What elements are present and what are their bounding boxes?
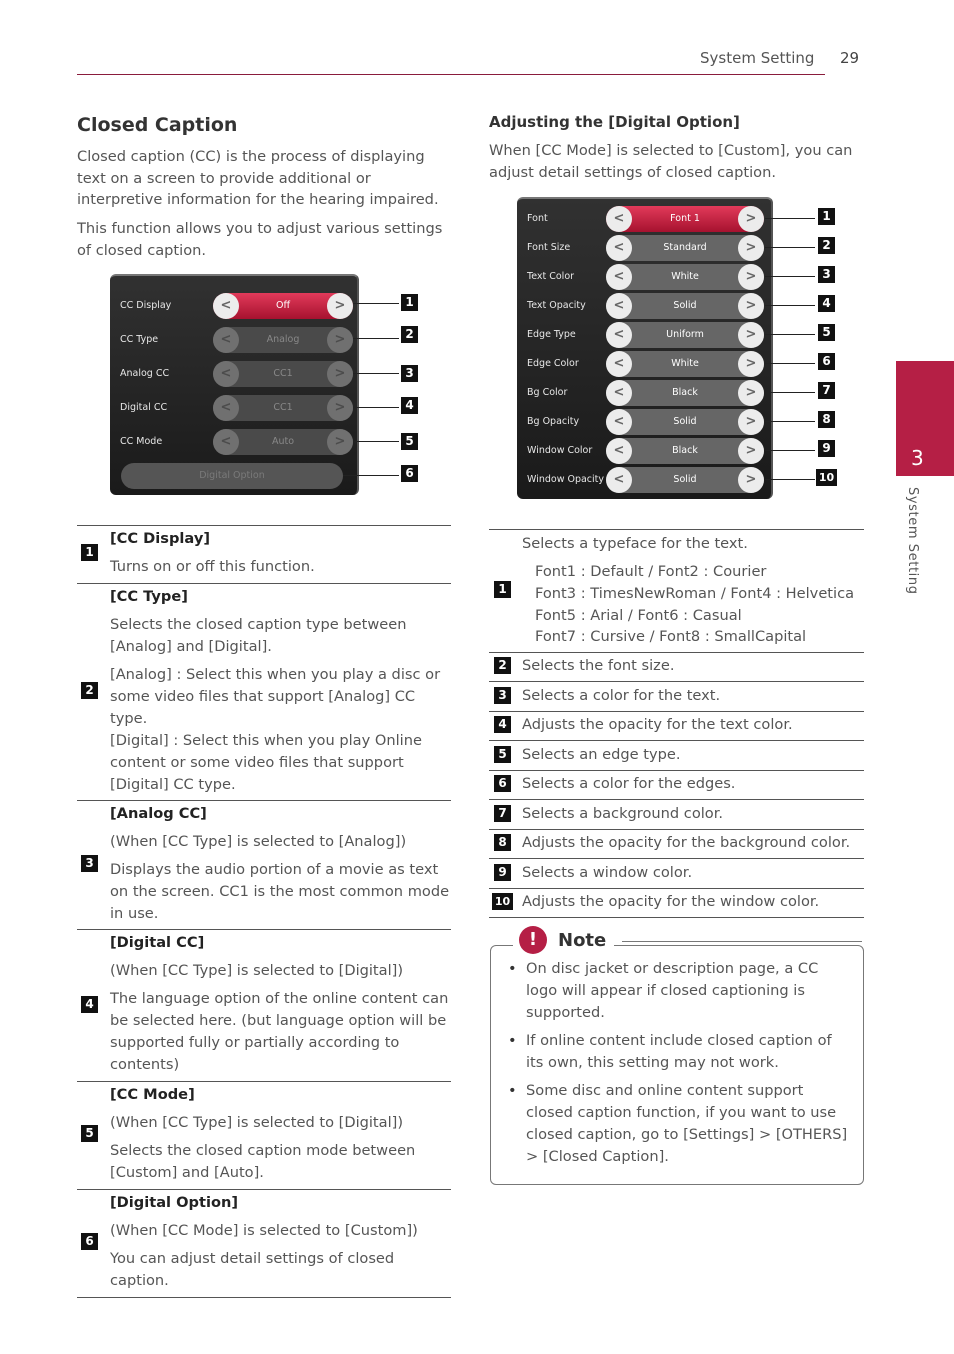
menu-row <box>517 349 771 379</box>
header-rule <box>77 74 825 75</box>
section-title: Closed Caption <box>77 114 238 136</box>
menu-row <box>517 378 771 408</box>
table-rule <box>77 1189 451 1190</box>
callout-line <box>343 475 399 476</box>
subsection-intro: When [CC Mode] is selected to [Custom], you can adjust detail settings of closed caption. <box>489 142 853 181</box>
table-row-title: [Digital Option] <box>110 1194 239 1211</box>
chevron-right-icon[interactable]: > <box>738 409 764 435</box>
intro-paragraph-2: This function allows you to adjust various settings of closed caption. <box>77 220 443 259</box>
table-row-number: 9 <box>494 864 511 881</box>
menu-row <box>110 359 357 389</box>
table-row-text: (When [CC Type] is selected to [Digital]) <box>110 962 404 979</box>
menu-row-label: Edge Type <box>527 329 576 340</box>
exclamation-icon: ! <box>519 926 547 954</box>
note-header-rule <box>622 941 862 942</box>
chevron-right-icon[interactable]: > <box>327 327 353 353</box>
callout-line <box>765 479 815 480</box>
table-row-number: 2 <box>494 657 511 674</box>
table-row-text: Selects the closed caption type between [Analog] and [Digital]. <box>110 616 407 655</box>
menu-row-label: Analog CC <box>120 368 170 379</box>
table-row-desc: Selects a color for the text. <box>522 687 721 704</box>
chevron-left-icon[interactable]: < <box>213 327 239 353</box>
callout-badge: 4 <box>818 295 835 312</box>
table-row-number: 1 <box>494 581 511 598</box>
menu-row <box>517 436 771 466</box>
table-row-text: (When [CC Type] is selected to [Digital]) <box>110 1114 404 1131</box>
table-row-desc: Selects the font size. <box>522 657 675 674</box>
menu-row-label: Text Color <box>527 271 575 282</box>
table-row-number: 10 <box>492 893 513 910</box>
chevron-left-icon[interactable]: < <box>606 438 632 464</box>
callout-badge: 10 <box>816 469 837 486</box>
menu-selector[interactable] <box>213 429 353 455</box>
menu-selector[interactable] <box>213 395 353 421</box>
table-row-number: 2 <box>81 682 98 699</box>
note-item: • On disc jacket or description page, a CC logo will appear if closed captioning is supported. <box>508 958 848 1024</box>
chapter-number: 3 <box>911 446 924 470</box>
table-row-text: [Analog] : Select this when you play a disc or some video files that support [Analog] CC type. <box>110 666 441 727</box>
chevron-left-icon[interactable]: < <box>606 467 632 493</box>
callout-line <box>353 338 399 339</box>
subsection-title: Adjusting the [Digital Option] <box>489 113 740 131</box>
menu-row-label: Text Opacity <box>527 300 586 311</box>
table-rule <box>489 829 864 830</box>
menu-row-value: Black <box>672 445 698 456</box>
table-rule <box>489 681 864 682</box>
menu-selector[interactable] <box>606 293 764 319</box>
page-number: 29 <box>840 49 860 67</box>
menu-row-label: Font <box>527 213 548 224</box>
chevron-right-icon[interactable]: > <box>327 395 353 421</box>
font-list-line: Font5 : Arial / Font6 : Casual <box>535 607 742 624</box>
table-row-title: [CC Type] <box>110 588 188 605</box>
table-row-number: 1 <box>81 544 98 561</box>
callout-line <box>765 363 815 364</box>
chevron-right-icon[interactable]: > <box>738 293 764 319</box>
table-rule <box>489 799 864 800</box>
table-row-number: 4 <box>81 996 98 1013</box>
table-row-desc: Adjusts the opacity for the text color. <box>522 716 793 733</box>
table-rule <box>489 858 864 859</box>
table-rule <box>77 525 451 526</box>
menu-row-value: Off <box>275 300 291 311</box>
callout-line <box>353 441 399 442</box>
chevron-right-icon[interactable]: > <box>738 264 764 290</box>
menu-row-value: Solid <box>673 474 697 485</box>
callout-line <box>765 247 815 248</box>
table-row <box>110 586 450 796</box>
table-row-text: (When [CC Mode] is selected to [Custom]) <box>110 1222 418 1239</box>
callout-badge: 3 <box>401 365 418 382</box>
table-row-text: Selects the closed caption mode between [Custom] and [Auto]. <box>110 1142 416 1181</box>
table-rule <box>489 740 864 741</box>
chevron-right-icon[interactable]: > <box>738 467 764 493</box>
table-row <box>110 932 450 1076</box>
menu-selector[interactable] <box>606 235 764 261</box>
table-rule <box>77 583 451 584</box>
note-title: Note <box>558 929 607 951</box>
callout-line <box>765 305 815 306</box>
table-row-number: 3 <box>494 687 511 704</box>
menu-row <box>517 320 771 350</box>
note-item: • If online content include closed caption of its own, this setting may not work. <box>508 1030 848 1074</box>
table-row-number: 5 <box>494 746 511 763</box>
table-rule <box>77 929 451 930</box>
table-rule <box>77 1081 451 1082</box>
menu-row-value: Auto <box>271 436 295 447</box>
table-row-text: [Digital] : Select this when you play Online content or some video files that support [Digital] CC type. <box>110 732 422 793</box>
chevron-left-icon[interactable]: < <box>213 429 239 455</box>
callout-badge: 2 <box>818 237 835 254</box>
menu-row-label: CC Mode <box>120 436 163 447</box>
note-box <box>490 945 864 1185</box>
chevron-left-icon[interactable]: < <box>606 351 632 377</box>
callout-line <box>353 303 399 304</box>
cc-menu-screenshot <box>110 274 359 495</box>
chevron-left-icon[interactable]: < <box>606 235 632 261</box>
table-rule <box>489 888 864 889</box>
chevron-left-icon[interactable]: < <box>606 322 632 348</box>
menu-selector[interactable] <box>606 351 764 377</box>
chapter-tab <box>896 361 954 476</box>
table-row-number: 5 <box>81 1125 98 1142</box>
menu-row-label: CC Type <box>120 334 159 345</box>
menu-selector[interactable] <box>213 327 353 353</box>
callout-badge: 6 <box>818 353 835 370</box>
table-row-desc: Selects an edge type. <box>522 746 681 763</box>
table-row-title: [Analog CC] <box>110 805 207 822</box>
table-row-number: 6 <box>494 775 511 792</box>
callout-line <box>765 392 815 393</box>
callout-badge: 9 <box>818 440 835 457</box>
chapter-label: System Setting <box>905 487 920 595</box>
table-row-number: 8 <box>494 834 511 851</box>
chevron-right-icon[interactable]: > <box>327 429 353 455</box>
menu-row <box>110 325 357 355</box>
menu-row-value: Analog <box>266 334 300 345</box>
menu-row <box>517 407 771 437</box>
callout-line <box>765 450 815 451</box>
table-rule <box>77 1297 451 1298</box>
note-header <box>513 926 614 954</box>
callout-badge: 1 <box>818 208 835 225</box>
chevron-right-icon[interactable]: > <box>738 322 764 348</box>
chevron-left-icon[interactable]: < <box>213 293 239 319</box>
font-list-line: Font3 : TimesNewRoman / Font4 : Helvetica <box>535 585 855 602</box>
menu-row <box>517 465 771 495</box>
menu-row-value: Font 1 <box>670 213 700 224</box>
digital-option-button[interactable] <box>121 463 343 489</box>
table-row-number: 4 <box>494 716 511 733</box>
menu-selector[interactable] <box>606 206 764 232</box>
table-rule <box>489 917 864 918</box>
menu-row-label: Digital CC <box>120 402 168 413</box>
menu-selector[interactable] <box>606 264 764 290</box>
table-row-desc: Selects a background color. <box>522 805 724 822</box>
menu-selector[interactable] <box>606 467 764 493</box>
menu-row <box>517 233 771 263</box>
table-rule <box>489 652 864 653</box>
table-row-number: 6 <box>81 1233 98 1250</box>
font-list-line: Font7 : Cursive / Font8 : SmallCapital <box>535 628 807 645</box>
callout-badge: 5 <box>401 433 418 450</box>
table-rule <box>489 529 864 530</box>
table-row-number: 7 <box>494 805 511 822</box>
menu-row-value: Uniform <box>666 329 704 340</box>
table-rule <box>489 711 864 712</box>
note-list <box>508 958 848 1174</box>
menu-row-label: Window Opacity <box>527 474 605 485</box>
menu-row-label: Edge Color <box>527 358 579 369</box>
digital-option-label: Digital Option <box>199 470 265 481</box>
menu-row <box>517 262 771 292</box>
table-row <box>110 1192 450 1292</box>
chevron-right-icon[interactable]: > <box>738 380 764 406</box>
chevron-left-icon[interactable]: < <box>606 206 632 232</box>
menu-row-value: Solid <box>673 300 697 311</box>
menu-selector[interactable] <box>606 438 764 464</box>
table-row-title: [CC Mode] <box>110 1086 195 1103</box>
menu-row <box>110 291 357 321</box>
table-row-number: 3 <box>81 855 98 872</box>
menu-row <box>110 393 357 423</box>
font-list-line: Font1 : Default / Font2 : Courier <box>535 563 767 580</box>
callout-line <box>765 334 815 335</box>
menu-row <box>517 204 771 234</box>
menu-row-label: Bg Color <box>527 387 568 398</box>
table-rule <box>77 800 451 801</box>
menu-row-value: White <box>671 358 699 369</box>
menu-row-value: Standard <box>663 242 707 253</box>
menu-selector[interactable] <box>606 322 764 348</box>
menu-selector[interactable] <box>606 380 764 406</box>
menu-row-label: Font Size <box>527 242 571 253</box>
menu-row-value: Black <box>672 387 698 398</box>
chevron-right-icon[interactable]: > <box>738 235 764 261</box>
menu-row-label: CC Display <box>120 300 172 311</box>
table-row-desc: Selects a window color. <box>522 864 693 881</box>
callout-line <box>353 373 399 374</box>
callout-line <box>765 276 815 277</box>
chevron-right-icon[interactable]: > <box>738 206 764 232</box>
table-row-desc: Selects a color for the edges. <box>522 775 736 792</box>
callout-badge: 3 <box>818 266 835 283</box>
note-item: • Some disc and online content support closed caption function, if you want to use closed caption, go to [Settings] > [OTHERS] > [Closed Caption]. <box>508 1080 848 1168</box>
table-rule <box>489 770 864 771</box>
header-section-title: System Setting <box>700 49 815 67</box>
chevron-left-icon[interactable]: < <box>213 395 239 421</box>
table-row-title: [CC Display] <box>110 530 211 547</box>
font-row-desc: Selects a typeface for the text. <box>522 535 748 552</box>
chevron-left-icon[interactable]: < <box>213 361 239 387</box>
callout-badge: 8 <box>818 411 835 428</box>
table-row-text: The language option of the online content can be selected here. (but language option will be supported fully or partially according to contents) <box>110 990 449 1073</box>
chevron-right-icon[interactable]: > <box>738 438 764 464</box>
chevron-right-icon[interactable]: > <box>738 351 764 377</box>
callout-line <box>765 421 815 422</box>
menu-row-value: CC1 <box>273 368 293 379</box>
menu-row-value: CC1 <box>273 402 293 413</box>
table-row-desc: Adjusts the opacity for the window color. <box>522 893 820 910</box>
callout-badge: 5 <box>818 324 835 341</box>
table-row <box>110 803 450 925</box>
callout-line <box>353 407 399 408</box>
menu-row-value: Solid <box>673 416 697 427</box>
chevron-right-icon[interactable]: > <box>327 293 353 319</box>
menu-row <box>517 291 771 321</box>
menu-selector[interactable] <box>606 409 764 435</box>
callout-badge: 6 <box>401 465 418 482</box>
menu-selector[interactable] <box>213 293 353 319</box>
menu-row-value: White <box>671 271 699 282</box>
callout-line <box>765 218 815 219</box>
table-row-text: (When [CC Type] is selected to [Analog]) <box>110 833 407 850</box>
table-row-text: Displays the audio portion of a movie as text on the screen. CC1 is the most common mode in use. <box>110 861 450 922</box>
callout-badge: 4 <box>401 397 418 414</box>
menu-row-label: Bg Opacity <box>527 416 580 427</box>
menu-selector[interactable] <box>213 361 353 387</box>
chevron-left-icon[interactable]: < <box>606 409 632 435</box>
table-row <box>110 528 450 578</box>
chevron-right-icon[interactable]: > <box>327 361 353 387</box>
chevron-left-icon[interactable]: < <box>606 380 632 406</box>
table-row <box>110 1084 450 1184</box>
callout-badge: 1 <box>401 294 418 311</box>
table-row-title: [Digital CC] <box>110 934 205 951</box>
menu-row <box>110 427 357 457</box>
callout-badge: 7 <box>818 382 835 399</box>
digital-option-menu-screenshot <box>517 197 773 499</box>
chevron-left-icon[interactable]: < <box>606 293 632 319</box>
menu-row-label: Window Color <box>527 445 593 456</box>
table-row-desc: Adjusts the opacity for the background color. <box>522 834 851 851</box>
table-row-text: Turns on or off this function. <box>110 558 315 575</box>
table-row-text: You can adjust detail settings of closed caption. <box>110 1250 395 1289</box>
intro-paragraph: Closed caption (CC) is the process of displaying text on a screen to provide additional or interpretive information for the hearing impaired. <box>77 148 439 208</box>
callout-badge: 2 <box>401 326 418 343</box>
chevron-left-icon[interactable]: < <box>606 264 632 290</box>
